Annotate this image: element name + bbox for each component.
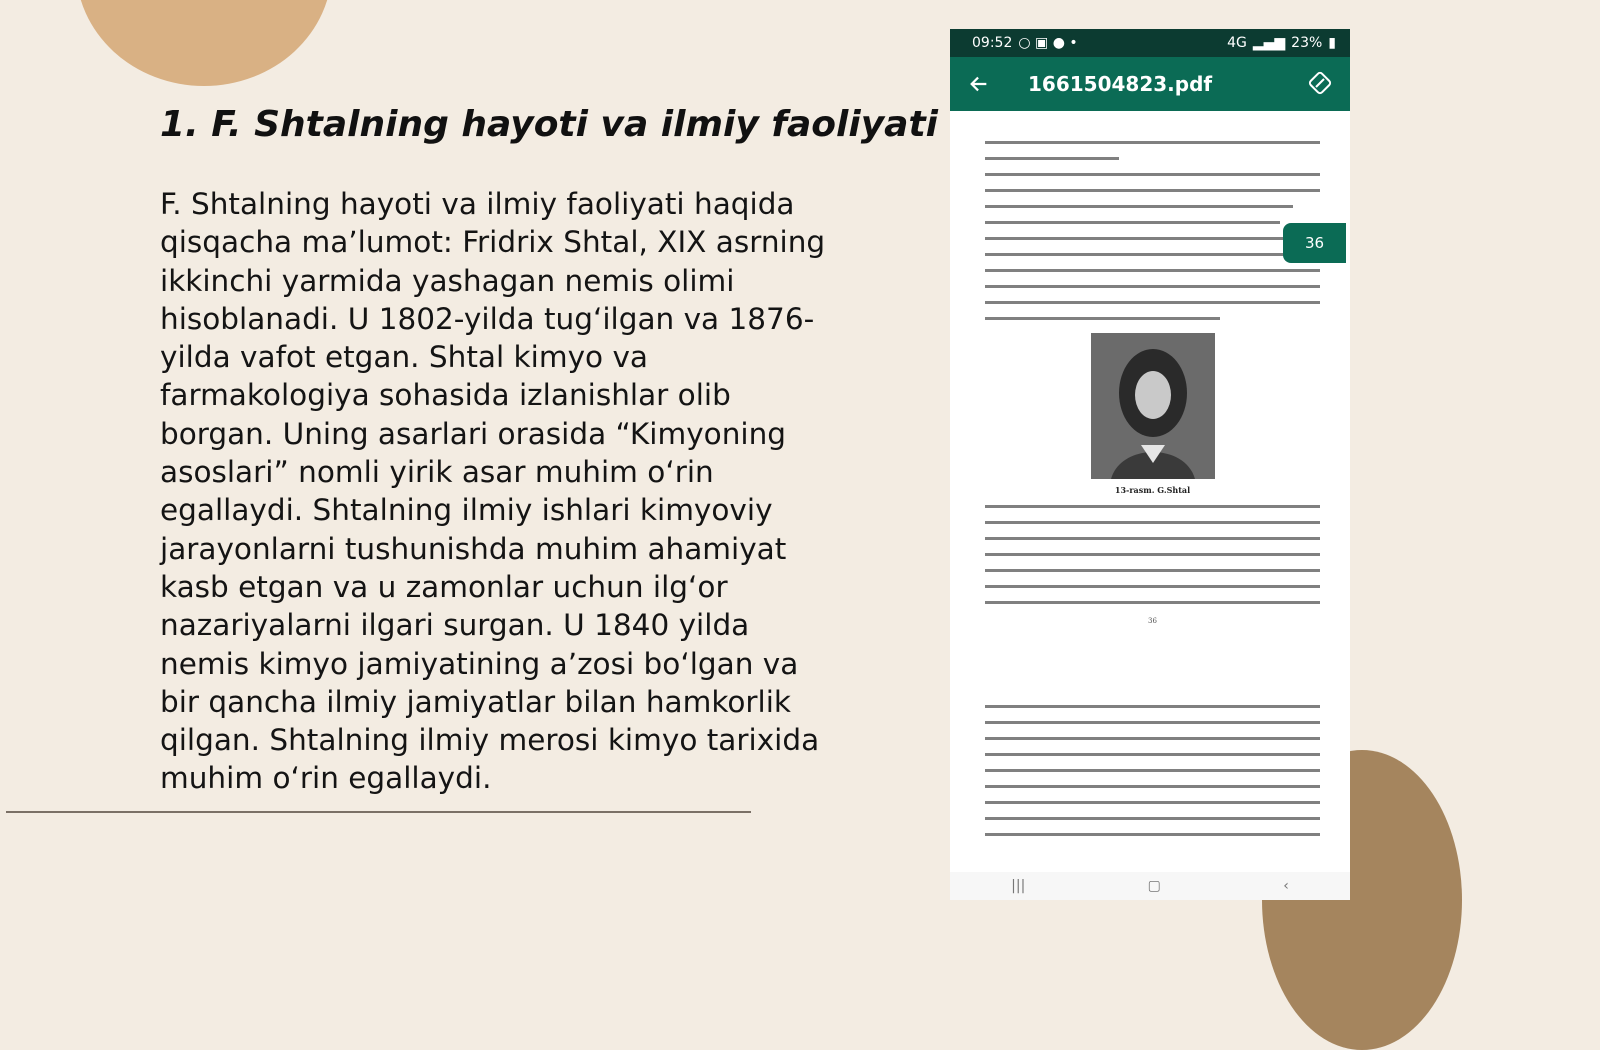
back-arrow-icon[interactable]	[968, 72, 992, 96]
home-icon[interactable]: ▢	[1147, 878, 1161, 894]
network-label: 4G	[1227, 35, 1247, 51]
battery-icon: ▮	[1328, 35, 1336, 51]
status-time: 09:52	[972, 35, 1013, 51]
slide-body-text: F. Shtalning hayoti va ilmiy faoliyati haqida qisqacha ma’lumot: Fridrix Shtal, XIX asrning ikkinchi yarmida yashagan nemis olimi hisoblanadi. U 1802-yilda tug‘ilgan va 1876-yilda vafot etgan. Shtal kimyo va farmakologiya sohasida izlanishlar olib borgan. Uning asarlari orasida “Kimyoning asoslari” nomli yirik asar muhim o‘rin egallaydi. Shtalning ilmiy ishlari kimyoviy jarayonlarni tushunishda muhim ahamiyat kasb etgan va u zamonlar uchun ilg‘or nazariyalarni ilgari surgan. U 1840 yilda nemis kimyo jamiyatining a’zosi bo‘lgan va bir qancha ilmiy jamiyatlar bilan hamkorlik qilgan. Shtalning ilmiy merosi kimyo tarixida muhim o‘rin egallaydi.	[160, 187, 826, 796]
notification-icons: ○ ▣ ● •	[1018, 35, 1078, 51]
rotate-screen-icon[interactable]	[1306, 69, 1336, 99]
recents-icon[interactable]: |||	[1011, 878, 1026, 894]
signal-icon: ▂▄▆	[1252, 35, 1286, 51]
page-number-badge: 36	[1283, 223, 1346, 263]
divider-line	[6, 811, 751, 813]
pdf-page[interactable]	[950, 111, 1350, 836]
phone-screenshot	[950, 29, 1350, 900]
pdf-page-number: 36	[1148, 617, 1157, 625]
figure-caption: 13-rasm. G.Shtal	[1114, 485, 1191, 495]
battery-level: 23%	[1291, 35, 1323, 51]
android-nav-bar	[950, 872, 1350, 900]
decorative-circle-top	[76, 0, 332, 86]
slide-title: 1. F. Shtalning hayoti va ilmiy faoliyati	[160, 104, 939, 145]
document-title: 1661504823.pdf	[1028, 72, 1213, 96]
back-nav-icon[interactable]: ‹	[1283, 878, 1289, 894]
portrait-image	[1091, 333, 1215, 479]
status-bar	[950, 29, 1350, 57]
app-bar	[950, 57, 1350, 111]
